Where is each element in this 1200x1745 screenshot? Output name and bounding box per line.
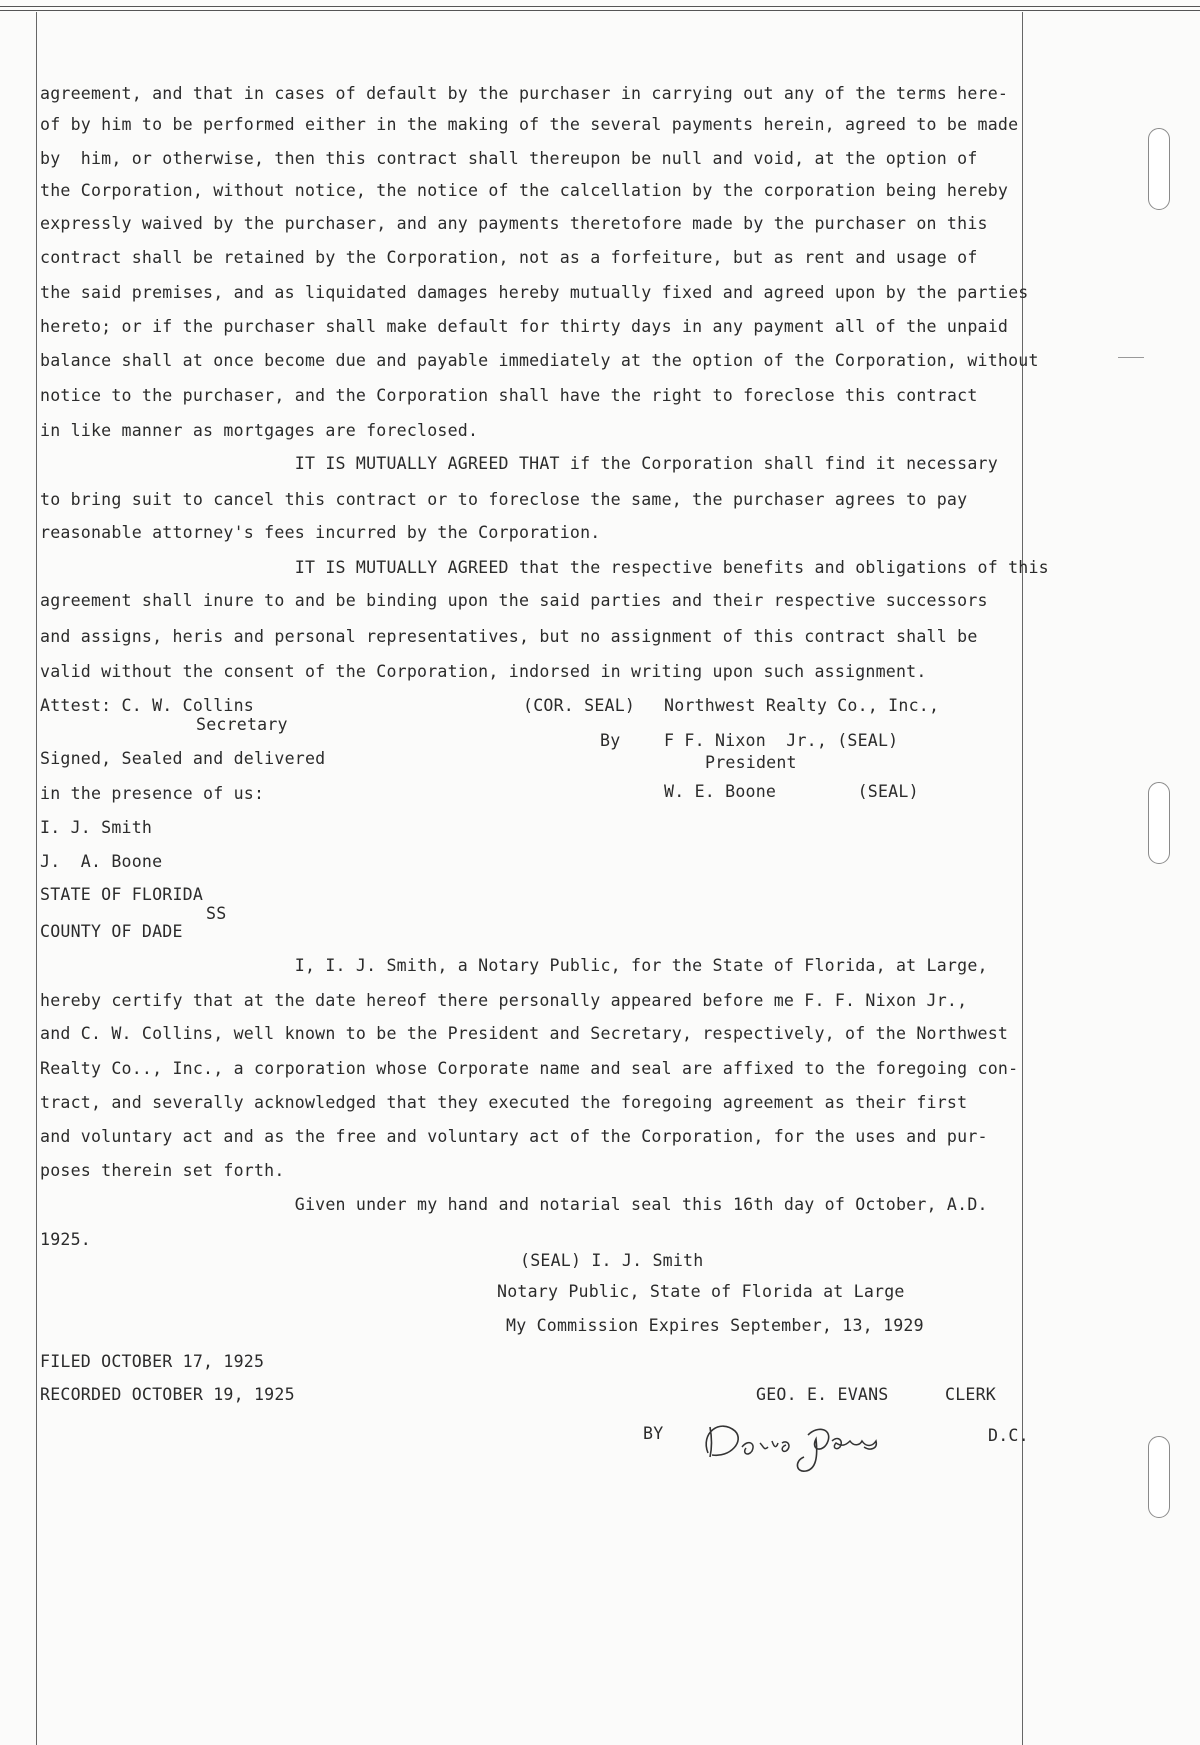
binder-hole-bottom — [1148, 1436, 1170, 1518]
body-line: valid without the consent of the Corporation, indorsed in writing upon such assignment. — [40, 662, 927, 681]
venue-ss: SS — [206, 904, 227, 923]
body-line: and assigns, heris and personal representatives, but no assignment of this contract shall be — [40, 627, 978, 646]
body-line: the Corporation, without notice, the notice of the calcellation by the corporation being hereby — [40, 181, 1009, 200]
margin-mark — [1118, 357, 1144, 358]
boone-signature-line: W. E. Boone (SEAL) — [664, 782, 919, 801]
body-line: the said premises, and as liquidated damages hereby mutually fixed and agreed upon by the parties — [40, 283, 1029, 302]
notary-title: Notary Public, State of Florida at Large — [497, 1282, 905, 1301]
witness-1: I. J. Smith — [40, 818, 153, 837]
ack-line: Given under my hand and notarial seal this 16th day of October, A.D. — [40, 1195, 988, 1214]
corporate-seal: (COR. SEAL) — [523, 696, 636, 715]
ack-line: and voluntary act and as the free and voluntary act of the Corporation, for the uses and pur- — [40, 1127, 988, 1146]
body-line: IT IS MUTUALLY AGREED that the respective benefits and obligations of this — [40, 558, 1049, 577]
binder-hole-top — [1148, 128, 1170, 210]
body-line: to bring suit to cancel this contract or to foreclose the same, the purchaser agrees to pay — [40, 490, 968, 509]
body-line: notice to the purchaser, and the Corporation shall have the right to foreclose this contract — [40, 386, 978, 405]
body-line: of by him to be performed either in the making of the several payments herein, agreed to be made — [40, 115, 1019, 134]
president-label: President — [705, 753, 797, 772]
top-border-line — [0, 6, 1200, 7]
signer-line: F F. Nixon Jr., (SEAL) — [664, 731, 899, 750]
binder-hole-middle — [1148, 782, 1170, 864]
filed-date: FILED OCTOBER 17, 1925 — [40, 1352, 265, 1371]
ack-line: 1925. — [40, 1230, 91, 1249]
deputy-clerk-label: D.C. — [988, 1426, 1029, 1445]
signed-sealed-delivered: Signed, Sealed and delivered — [40, 749, 326, 768]
body-line: IT IS MUTUALLY AGREED THAT if the Corporation shall find it necessary — [40, 454, 998, 473]
attest-line: Attest: C. W. Collins — [40, 696, 254, 715]
notary-seal-line: (SEAL) I. J. Smith — [520, 1251, 704, 1270]
body-line: hereto; or if the purchaser shall make default for thirty days in any payment all of the unpaid — [40, 317, 1009, 336]
attest-secretary: Secretary — [196, 715, 288, 734]
ack-line: hereby certify that at the date hereof there personally appeared before me F. F. Nixon Jr., — [40, 991, 968, 1010]
handwritten-signature — [690, 1413, 930, 1473]
right-margin-rule — [1022, 12, 1023, 1745]
venue-state: STATE OF FLORIDA — [40, 885, 204, 904]
witness-2: J. A. Boone — [40, 852, 163, 871]
left-margin-rule — [36, 12, 37, 1745]
ack-line: poses therein set forth. — [40, 1161, 285, 1180]
presence-line: in the presence of us: — [40, 784, 265, 803]
body-line: in like manner as mortgages are foreclosed. — [40, 421, 479, 440]
body-line: by him, or otherwise, then this contract shall thereupon be null and void, at the option of — [40, 149, 978, 168]
clerk-name: GEO. E. EVANS — [756, 1385, 889, 1404]
ack-line: I, I. J. Smith, a Notary Public, for the State of Florida, at Large, — [40, 956, 988, 975]
by-label: By — [600, 731, 621, 750]
ack-line: Realty Co.., Inc., a corporation whose Corporate name and seal are affixed to the foregoing con- — [40, 1059, 1019, 1078]
clerk-label: CLERK — [945, 1385, 996, 1404]
body-line: expressly waived by the purchaser, and any payments theretofore made by the purchaser on this — [40, 214, 988, 233]
ack-line: and C. W. Collins, well known to be the President and Secretary, respectively, of the Northwest — [40, 1024, 1009, 1043]
body-line: agreement, and that in cases of default by the purchaser in carrying out any of the terms here- — [40, 84, 1009, 103]
company-name: Northwest Realty Co., Inc., — [664, 696, 940, 715]
body-line: balance shall at once become due and payable immediately at the option of the Corporation, without — [40, 351, 1039, 370]
venue-county: COUNTY OF DADE — [40, 922, 183, 941]
body-line: agreement shall inure to and be binding upon the said parties and their respective successors — [40, 591, 988, 610]
top-border-line-2 — [0, 10, 1200, 11]
recorded-date: RECORDED OCTOBER 19, 1925 — [40, 1385, 295, 1404]
ack-line: tract, and severally acknowledged that they executed the foregoing agreement as their first — [40, 1093, 968, 1112]
filing-by-label: BY — [643, 1424, 664, 1443]
body-line: contract shall be retained by the Corporation, not as a forfeiture, but as rent and usage of — [40, 248, 978, 267]
body-line: reasonable attorney's fees incurred by the Corporation. — [40, 523, 601, 542]
notary-commission: My Commission Expires September, 13, 1929 — [506, 1316, 924, 1335]
